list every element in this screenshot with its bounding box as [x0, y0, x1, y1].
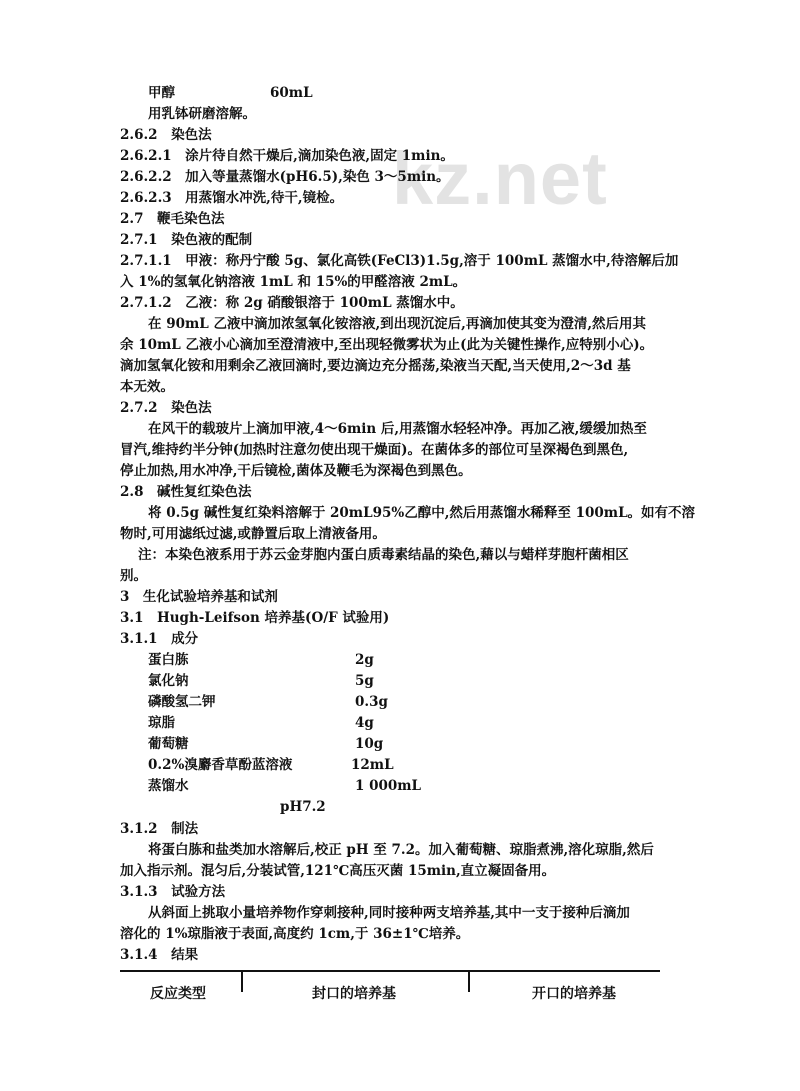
item-2-7-1-1-line1: 2.7.1.1 甲液：称丹宁酸 5g、氯化高铁(FeCl3)1.5g,溶于 100mL 蒸馏水中,待溶解后加: [120, 253, 679, 269]
paragraph-2-line3: 停止加热,用水冲净,干后镜检,菌体及鞭毛为深褐色到黑色。: [120, 463, 472, 479]
ingredient-amount: 1 000mL: [355, 778, 422, 794]
heading-2-6-2: 2.6.2 染色法: [120, 127, 212, 143]
paragraph-1-line1: 在 90mL 乙液中滴加浓氢氧化铵溶液,到出现沉淀后,再滴加使其变为澄清,然后用其: [148, 316, 647, 332]
ingredient-amount: 10g: [355, 736, 384, 752]
heading-2-7: 2.7 鞭毛染色法: [120, 211, 225, 227]
paragraph-2-line1: 在风干的载玻片上滴加甲液,4～6min 后,用蒸馏水轻轻冲净。再加乙液,缓缓加热至: [148, 421, 647, 437]
table-header-reaction-type: 反应类型: [150, 986, 206, 1002]
ingredient-amount: 12mL: [351, 757, 394, 773]
ingredient-name: 琼脂: [148, 715, 175, 731]
table-header-open-medium: 开口的培养基: [532, 986, 616, 1002]
item-2-7-1-2: 2.7.1.2 乙液：称 2g 硝酸银溶于 100mL 蒸馏水中。: [120, 295, 464, 311]
paragraph-5-line1: 从斜面上挑取小量培养物作穿刺接种,同时接种两支培养基,其中一支于接种后滴加: [148, 905, 630, 921]
paragraph-1-line4: 本无效。: [120, 379, 174, 395]
heading-3-1-1: 3.1.1 成分: [120, 631, 199, 647]
ingredient-name: 蛋白胨: [148, 652, 189, 668]
paragraph-5-line2: 溶化的 1%琼脂液于表面,高度约 1cm,于 36±1℃培养。: [120, 926, 470, 942]
ingredient-amount: 2g: [355, 652, 374, 668]
table-divider: [241, 972, 243, 992]
heading-3-1-4: 3.1.4 结果: [120, 947, 199, 963]
methanol-value: 60mL: [270, 85, 313, 101]
item-2-6-2-2: 2.6.2.2 加入等量蒸馏水(pH6.5),染色 3～5min。: [120, 169, 450, 185]
item-2-6-2-3: 2.6.2.3 用蒸馏水冲洗,待干,镜检。: [120, 190, 344, 206]
heading-2-7-2: 2.7.2 染色法: [120, 400, 212, 416]
table-top-rule: [120, 970, 660, 972]
paragraph-1-line3: 滴加氢氧化铵和用剩余乙液回滴时,要边滴边充分摇荡,染液当天配,当天使用,2～3d 基: [120, 358, 631, 374]
ingredient-amount: 4g: [355, 715, 374, 731]
item-2-7-1-1-line2: 入 1%的氢氧化钠溶液 1mL 和 15%的甲醛溶液 2mL。: [120, 274, 467, 290]
table-divider: [468, 972, 470, 992]
ingredient-name: 磷酸氢二钾: [148, 694, 216, 710]
heading-3-1: 3.1 Hugh-Leifson 培养基(O/F 试验用): [120, 610, 390, 626]
paragraph-1-line2: 余 10mL 乙液小心滴加至澄清液中,至出现轻微雾状为止(此为关键性操作,应特别小心)。: [120, 337, 654, 353]
paragraph-3-line2: 物时,可用滤纸过滤,或静置后取上清液备用。: [120, 526, 386, 542]
heading-3: 3 生化试验培养基和试剂: [120, 589, 278, 605]
heading-3-1-2: 3.1.2 制法: [120, 821, 199, 837]
ingredient-name: 0.2%溴麝香草酚蓝溶液: [148, 757, 293, 773]
ingredient-amount: 5g: [355, 673, 374, 689]
ingredient-name: 氯化钠: [148, 673, 189, 689]
paragraph-3-line1: 将 0.5g 碱性复红染料溶解于 20mL95%乙醇中,然后用蒸馏水稀释至 100mL。如有不溶: [148, 505, 696, 521]
ph-value: pH7.2: [280, 799, 326, 815]
heading-3-1-3: 3.1.3 试验方法: [120, 884, 226, 900]
table-header-sealed-medium: 封口的培养基: [312, 986, 396, 1002]
paragraph-4-line2: 加入指示剂。混匀后,分装试管,121℃高压灭菌 15min,直立凝固备用。: [120, 863, 556, 879]
paragraph-2-line2: 冒汽,维持约半分钟(加热时注意勿使出现干燥面)。在菌体多的部位可呈深褐色到黑色,: [120, 442, 629, 458]
note-line1: 注：本染色液系用于苏云金芽胞内蛋白质毒素结晶的染色,藉以与蜡样芽胞杆菌相区: [138, 547, 629, 563]
note-line2: 别。: [120, 568, 147, 584]
grind-text: 用乳钵研磨溶解。: [148, 106, 256, 122]
ingredient-name: 蒸馏水: [148, 778, 189, 794]
item-2-6-2-1: 2.6.2.1 涂片待自然干燥后,滴加染色液,固定 1min。: [120, 148, 454, 164]
ingredient-name: 葡萄糖: [148, 736, 189, 752]
heading-2-8: 2.8 碱性复红染色法: [120, 484, 252, 500]
heading-2-7-1: 2.7.1 染色液的配制: [120, 232, 253, 248]
paragraph-4-line1: 将蛋白胨和盐类加水溶解后,校正 pH 至 7.2。加入葡萄糖、琼脂煮沸,溶化琼脂,然后: [148, 842, 654, 858]
methanol-label: 甲醇: [148, 85, 175, 101]
watermark: kz.net: [392, 137, 608, 220]
ingredient-amount: 0.3g: [355, 694, 388, 710]
